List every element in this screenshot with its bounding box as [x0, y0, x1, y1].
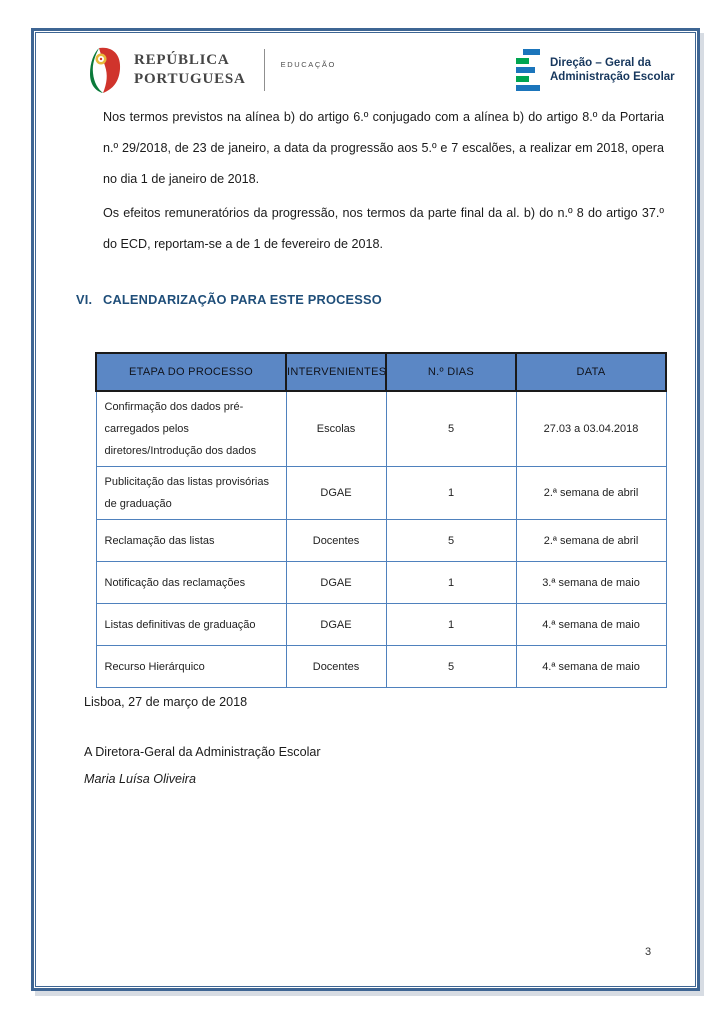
republica-line1: REPÚBLICA [134, 52, 230, 68]
calendar-table [95, 352, 667, 688]
cell-interveniente: Escolas [286, 391, 386, 467]
signature-title: A Diretora-Geral da Administração Escolar [84, 745, 321, 759]
table-row [96, 646, 666, 688]
cell-interveniente: DGAE [286, 604, 386, 646]
dgae-line2: Administração Escolar [550, 71, 675, 83]
cell-etapa: Reclamação das listas [96, 520, 286, 562]
cell-data: 2.ª semana de abril [516, 520, 666, 562]
cell-interveniente: Docentes [286, 646, 386, 688]
paragraph-remuneration-effects: Os efeitos remuneratórios da progressão, nos termos da parte final da al. b) do n.º 8 do artigo 37.º do ECD, reportam-se a de 1 de fevereiro de 2018. [103, 206, 664, 251]
cell-data: 4.ª semana de maio [516, 604, 666, 646]
cell-dias: 1 [386, 562, 516, 604]
section-heading [76, 292, 382, 307]
col-header-intervenientes: INTERVENIENTES [286, 353, 386, 391]
cell-etapa: Recurso Hierárquico [96, 646, 286, 688]
cell-interveniente: DGAE [286, 467, 386, 520]
cell-interveniente: Docentes [286, 520, 386, 562]
cell-dias: 1 [386, 604, 516, 646]
cell-data: 3.ª semana de maio [516, 562, 666, 604]
table-header-row [96, 353, 666, 391]
cell-interveniente: DGAE [286, 562, 386, 604]
cell-dias: 5 [386, 646, 516, 688]
table-row [96, 520, 666, 562]
cell-dias: 1 [386, 467, 516, 520]
table-row [96, 467, 666, 520]
dgae-line1: Direção – Geral da [550, 57, 651, 69]
col-header-data: DATA [516, 353, 666, 391]
cell-etapa: Notificação das reclamações [96, 562, 286, 604]
place-and-date: Lisboa, 27 de março de 2018 [84, 695, 248, 709]
table-row [96, 391, 666, 467]
col-header-etapa: ETAPA DO PROCESSO [96, 353, 286, 391]
cell-dias: 5 [386, 520, 516, 562]
cell-etapa: Publicitação das listas provisórias de graduação [96, 467, 286, 520]
cell-data: 27.03 a 03.04.2018 [516, 391, 666, 467]
cell-dias: 5 [386, 391, 516, 467]
portugal-emblem-icon [88, 46, 122, 94]
page-number: 3 [645, 946, 652, 958]
cell-etapa: Confirmação dos dados pré-carregados pelos diretores/Introdução dos dados [96, 391, 286, 467]
logo-divider [264, 49, 265, 91]
cell-data: 2.ª semana de abril [516, 467, 666, 520]
table-row [96, 562, 666, 604]
signature-name: Maria Luísa Oliveira [84, 772, 196, 786]
section-number: VI. [76, 292, 93, 307]
section-title: CALENDARIZAÇÃO PARA ESTE PROCESSO [103, 292, 382, 307]
republica-line2: PORTUGUESA [134, 71, 246, 87]
dgae-bars-icon [516, 49, 540, 91]
paragraph-progression-date: Nos termos previstos na alínea b) do artigo 6.º conjugado com a alínea b) do artigo 8.º da Portaria n.º 29/2018, de 23 de janeiro, a data da progressão aos 5.º e 7 escalões, a realizar em 2018, opera no dia 1 de janeiro de 2018. [103, 110, 664, 186]
ministry-label: EDUCAÇÃO [280, 60, 336, 69]
republica-portuguesa-logo [88, 46, 336, 94]
table-row [96, 604, 666, 646]
cell-data: 4.ª semana de maio [516, 646, 666, 688]
republica-portuguesa-wordmark [134, 51, 246, 89]
dgae-wordmark [550, 56, 675, 84]
cell-etapa: Listas definitivas de graduação [96, 604, 286, 646]
col-header-dias: N.º DIAS [386, 353, 516, 391]
dgae-logo [516, 49, 675, 91]
